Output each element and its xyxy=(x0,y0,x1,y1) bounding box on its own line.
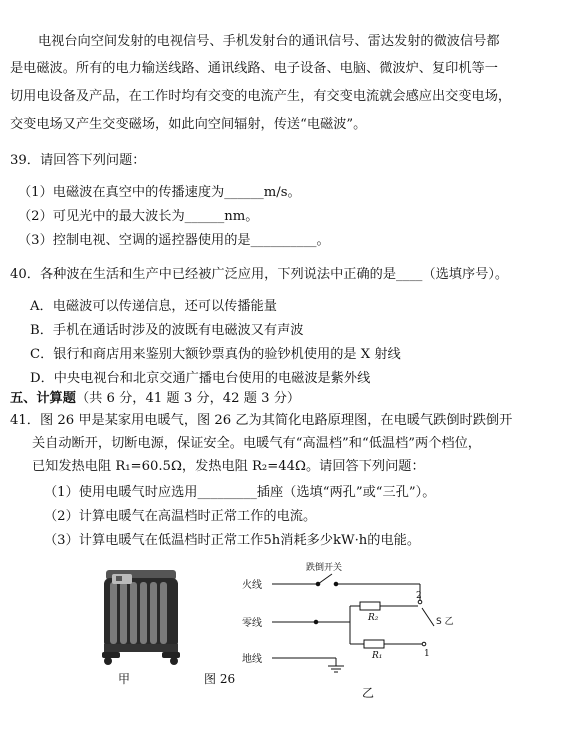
q40-option-d: D．中央电视台和北京交通广播电台使用的电磁波是紫外线 xyxy=(30,371,371,386)
passage-line-1: 电视台向空间发射的电视信号、手机发射台的通讯信号、雷达发射的微波信号都 xyxy=(38,34,500,49)
figure-label-jia: 甲 xyxy=(118,672,131,686)
label-switch: 跌倒开关 xyxy=(306,563,343,573)
label-s: S 乙 xyxy=(436,617,454,627)
q39-item-3: （3）控制电视、空调的遥控器使用的是__________。 xyxy=(18,233,330,248)
q41-line-1: 41．图 26 甲是某家用电暖气，图 26 乙为其简化电路原理图，在电暖气跌倒时跌倒开 xyxy=(10,413,513,428)
label-huoxian: 火线 xyxy=(242,580,262,591)
heater-illustration xyxy=(98,566,186,668)
q41-line-3: 已知发热电阻 R₁=60.5Ω，发热电阻 R₂=44Ω。请回答下列问题： xyxy=(32,459,425,474)
section-title: 五、计算题 xyxy=(10,391,76,406)
resistor-r1 xyxy=(364,640,384,648)
resistor-r2 xyxy=(360,602,380,610)
label-lingxian: 零线 xyxy=(242,618,262,629)
figure-label-yi: 乙 xyxy=(362,686,375,700)
q39-item-2: （2）可见光中的最大波长为______nm。 xyxy=(18,209,259,224)
q40-option-c: C．银行和商店用来鉴别大额钞票真伪的验钞机使用的是 X 射线 xyxy=(30,347,401,362)
figure-caption: 图 26 xyxy=(204,672,236,686)
label-node-1: 1 xyxy=(424,649,430,659)
q41-sub-3: （3）计算电暖气在低温档时正常工作5h消耗多少kW·h的电能。 xyxy=(44,533,421,548)
q41-sub-2: （2）计算电暖气在高温档时正常工作的电流。 xyxy=(44,509,317,524)
passage-line-3: 切用电设备及产品，在工作时均有交变的电流产生，有交变电流就会感应出交变电场， xyxy=(10,89,512,104)
label-r2: R₂ xyxy=(368,613,379,623)
q39-stem: 39．请回答下列问题： xyxy=(10,153,146,168)
label-r1: R₁ xyxy=(372,651,383,661)
passage-line-4: 交变电场又产生交变磁场，如此向空间辐射，传送“电磁波”。 xyxy=(10,117,367,132)
label-dixian: 地线 xyxy=(242,654,262,665)
section-note: （共 6 分，41 题 3 分，42 题 3 分） xyxy=(75,391,301,406)
q40-option-b: B．手机在通话时涉及的波既有电磁波又有声波 xyxy=(30,323,304,338)
q41-line-2: 关自动断开，切断电源，保证安全。电暖气有“高温档”和“低温档”两个档位， xyxy=(32,436,481,451)
circuit-diagram xyxy=(228,560,468,680)
label-node-2: 2 xyxy=(416,591,422,601)
section-heading xyxy=(10,390,300,408)
q40-option-a: A．电磁波可以传递信息，还可以传播能量 xyxy=(30,299,277,314)
passage-line-2: 是电磁波。所有的电力输送线路、通讯线路、电子设备、电脑、微波炉、复印机等一 xyxy=(10,61,498,76)
q40-stem: 40．各种波在生活和生产中已经被广泛应用，下列说法中正确的是____（选填序号）。 xyxy=(10,267,509,282)
q39-item-1: （1）电磁波在真空中的传播速度为______m/s。 xyxy=(18,185,301,200)
selector-switch xyxy=(422,608,434,626)
fall-switch xyxy=(318,574,332,584)
q41-sub-1: （1）使用电暖气时应选用_________插座（选填“两孔”或“三孔”）。 xyxy=(44,485,436,500)
